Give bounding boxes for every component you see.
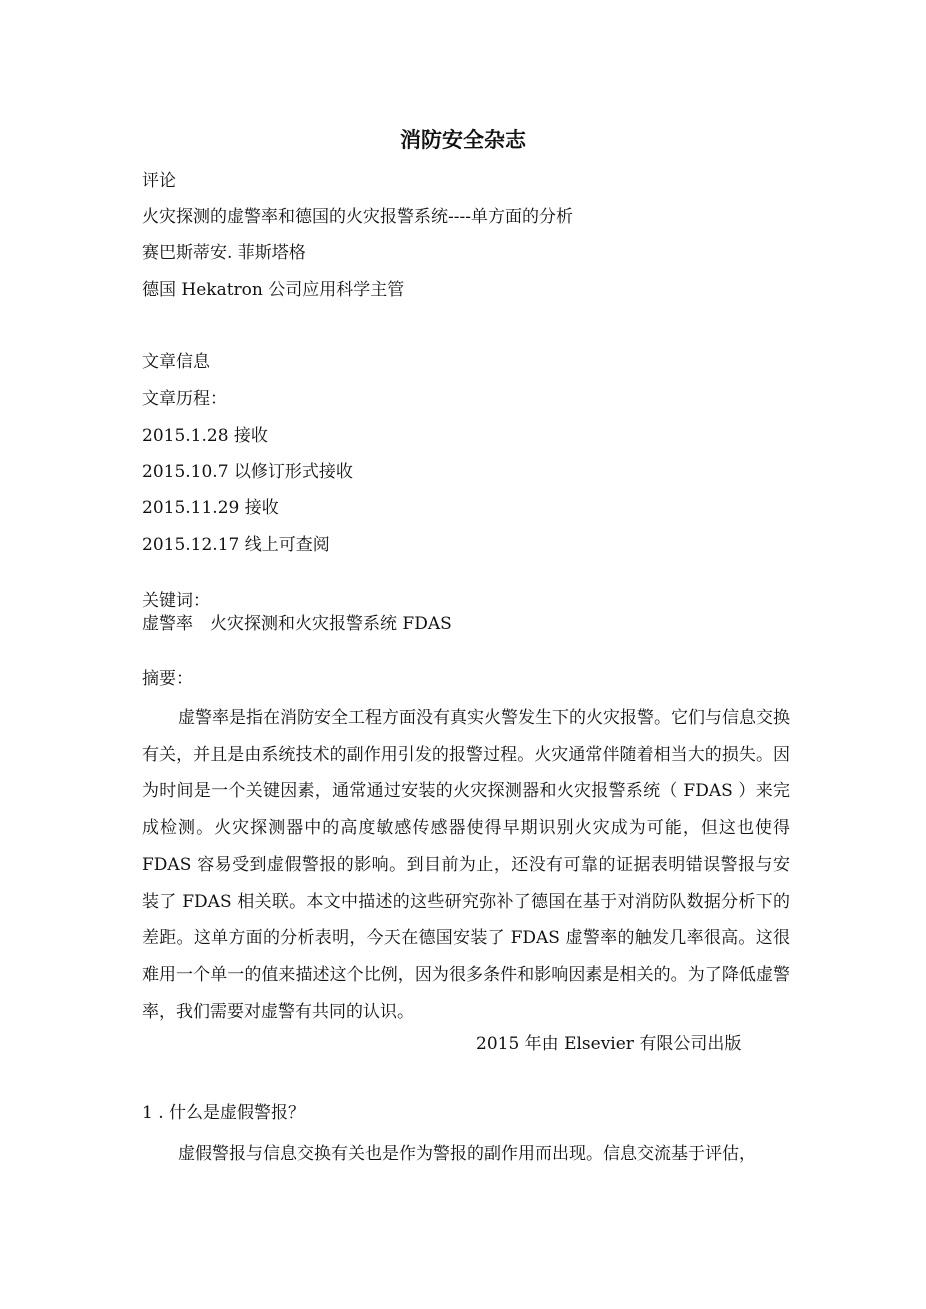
article-type: 评论	[142, 171, 176, 191]
history-accepted: 2015.11.29 接收	[142, 498, 279, 518]
section-paragraph: 虚假警报与信息交换有关也是作为警报的副作用而出现。信息交流基于评估，	[178, 1144, 756, 1164]
publisher-note: 2015 年由 Elsevier 有限公司出版	[476, 1034, 742, 1054]
journal-title: 消防安全杂志	[400, 128, 526, 152]
article-info-heading: 文章信息	[142, 352, 210, 372]
section-heading: 1 . 什么是虚假警报？	[142, 1103, 306, 1123]
keywords-value: 虚警率 火灾探测和火灾报警系统 FDAS	[142, 614, 452, 634]
history-label: 文章历程：	[142, 389, 227, 409]
history-revised: 2015.10.7 以修订形式接收	[142, 462, 353, 482]
abstract-label: 摘要：	[142, 669, 193, 689]
author: 赛巴斯蒂安. 菲斯塔格	[142, 243, 306, 263]
history-received: 2015.1.28 接收	[142, 426, 268, 446]
article-title: 火灾探测的虚警率和德国的火灾报警系统----单方面的分析	[142, 207, 573, 227]
history-online: 2015.12.17 线上可查阅	[142, 535, 330, 555]
keywords-label: 关键词：	[142, 591, 210, 611]
abstract-text: 虚警率是指在消防安全工程方面没有真实火警发生下的火灾报警。它们与信息交换有关，并且是由系统技术的副作用引发的报警过程。火灾通常伴随着相当大的损失。因为时间是一个关键因素，通常通过安装的火灾探测器和火灾报警系统（ FDAS ）来完成检测。火灾探测器中的高度敏感传感器使得早期识别火灾成为可能，但这也使得 FDAS 容易受到虚假警报的影响。到目前为止，还没有可靠的证据表明错误警报与安装了 FDAS 相关联。本文中描述的这些研究弥补了德国在基于对消防队数据分析下的差距。这单方面的分析表明，今天在德国安装了 FDAS 虚警率的触发几率很高。这很难用一个单一的值来描述这个比例，因为很多条件和影响因素是相关的。为了降低虚警率，我们需要对虚警有共同的认识。	[142, 708, 790, 1022]
affiliation: 德国 Hekatron 公司应用科学主管	[142, 280, 405, 300]
